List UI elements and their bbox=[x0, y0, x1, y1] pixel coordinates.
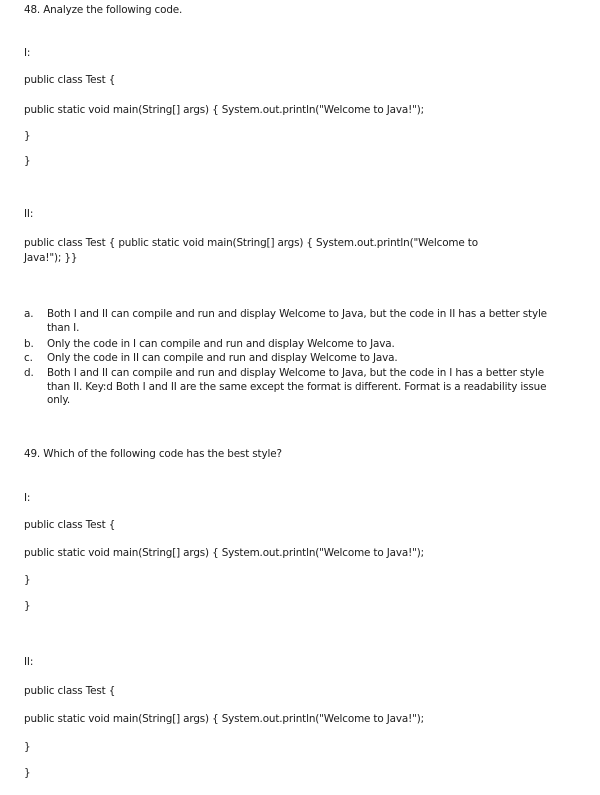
option-letter: b. bbox=[24, 338, 34, 350]
code-line: } bbox=[24, 155, 31, 167]
code-line: } bbox=[24, 130, 31, 142]
question-48-title: 48. Analyze the following code. bbox=[24, 4, 183, 16]
code-line: public class Test { public static void main(String[] args) { System.out.println("Welcome to bbox=[24, 237, 478, 249]
option-letter: d. bbox=[24, 367, 34, 379]
code-line: } bbox=[24, 741, 31, 753]
code-line: public class Test { bbox=[24, 519, 116, 531]
code-label-i: I: bbox=[24, 492, 31, 504]
option-d bbox=[24, 367, 554, 408]
option-b bbox=[24, 338, 554, 352]
code-line: Java!"); }} bbox=[24, 252, 78, 264]
code-label-ii: II: bbox=[24, 208, 34, 220]
code-label-ii: II: bbox=[24, 656, 34, 668]
code-line: public static void main(String[] args) { System.out.println("Welcome to Java!"); bbox=[24, 547, 424, 559]
option-letter: a. bbox=[24, 308, 34, 320]
option-text: Only the code in I can compile and run and display Welcome to Java. bbox=[47, 338, 395, 350]
option-a bbox=[24, 308, 554, 335]
code-line: } bbox=[24, 574, 31, 586]
option-text: Both I and II can compile and run and display Welcome to Java, but the code in II has a better style than I. bbox=[47, 308, 547, 334]
option-text: Only the code in II can compile and run and display Welcome to Java. bbox=[47, 352, 398, 364]
code-label-i: I: bbox=[24, 47, 31, 59]
option-letter: c. bbox=[24, 352, 33, 364]
code-line: public class Test { bbox=[24, 74, 116, 86]
code-line: public static void main(String[] args) { System.out.println("Welcome to Java!"); bbox=[24, 713, 424, 725]
option-c bbox=[24, 352, 554, 366]
code-line: public static void main(String[] args) { System.out.println("Welcome to Java!"); bbox=[24, 104, 424, 116]
code-line: } bbox=[24, 600, 31, 612]
code-line: public class Test { bbox=[24, 685, 116, 697]
code-line: } bbox=[24, 767, 31, 779]
option-text: Both I and II can compile and run and display Welcome to Java, but the code in I has a better style than II. Key:d Both I and II are the same except the format is different. Format is a readability issue only. bbox=[47, 367, 547, 407]
question-49-title: 49. Which of the following code has the best style? bbox=[24, 448, 282, 460]
